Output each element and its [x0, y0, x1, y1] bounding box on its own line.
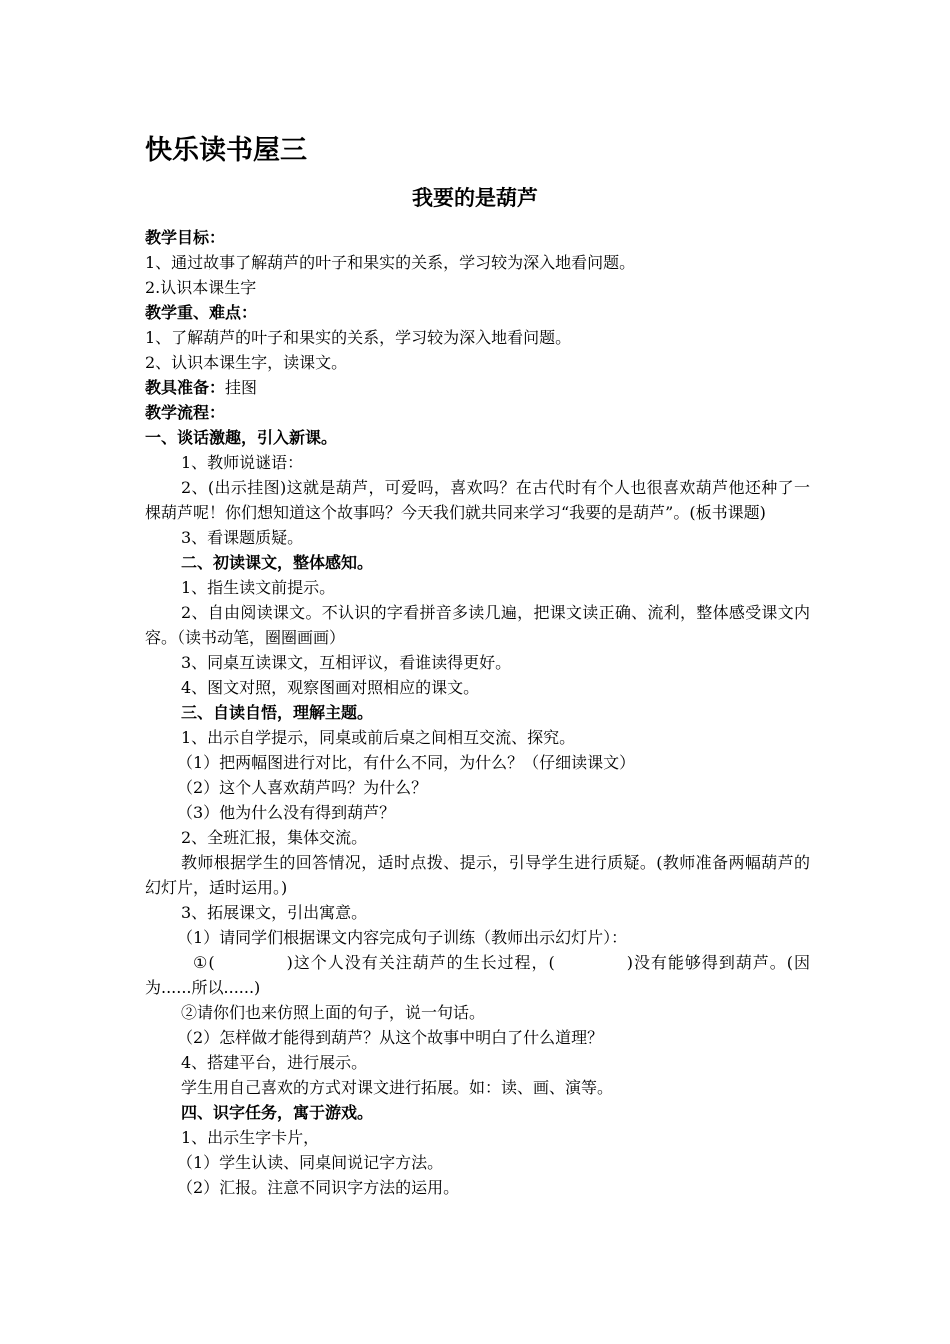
key-points-heading: 教学重、难点：	[145, 303, 258, 322]
list-item: 教师根据学生的回答情况，适时点拨、提示，引导学生进行质疑。(教师准备两幅葫芦的幻灯片，适时运用。)	[145, 853, 810, 897]
process-heading: 教学流程：	[145, 403, 226, 422]
list-item: 3、拓展课文，引出寓意。	[181, 903, 368, 922]
lesson-title: 我要的是葫芦	[412, 186, 538, 210]
objective-item: 2.认识本课生字	[145, 278, 257, 297]
list-item: （3）他为什么没有得到葫芦？	[177, 803, 396, 822]
fill-in-sentence	[145, 950, 810, 1000]
list-item: （1）请同学们根据课文内容完成句子训练（教师出示幻灯片）：	[177, 928, 628, 947]
list-item: 3、看课题质疑。	[181, 528, 304, 547]
list-item: 1、指生读文前提示。	[181, 578, 336, 597]
section-heading: 三、自读自悟，理解主题。	[181, 703, 374, 722]
section-heading: 四、识字任务，寓于游戏。	[181, 1103, 374, 1122]
materials-value: 挂图	[225, 378, 258, 397]
fill-sentence-part: )这个人没有关注葫芦的生长过程，(	[286, 953, 555, 972]
section-heading: 二、初读课文，整体感知。	[181, 553, 374, 572]
list-item: 2、全班汇报，集体交流。	[181, 828, 368, 847]
list-item: （2）这个人喜欢葫芦吗？为什么？	[177, 778, 428, 797]
objectives-heading: 教学目标：	[145, 228, 226, 247]
section-heading: 一、谈话激趣，引入新课。	[145, 428, 338, 447]
list-item: 1、教师说谜语：	[181, 453, 304, 472]
list-item: 4、图文对照，观察图画对照相应的课文。	[181, 678, 480, 697]
list-item: （2）怎样做才能得到葫芦？从这个故事中明白了什么道理？	[177, 1028, 604, 1047]
key-point-item: 2、认识本课生字，读课文。	[145, 353, 348, 372]
list-item: 2、自由阅读课文。不认识的字看拼音多读几遍，把课文读正确、流利，整体感受课文内容。（读书动笔，圈圈画画）	[145, 603, 810, 647]
list-item: 学生用自己喜欢的方式对课文进行拓展。如：读、画、演等。	[181, 1078, 614, 1097]
list-item: （2）汇报。注意不同识字方法的运用。	[177, 1178, 460, 1197]
fill-sentence-part: )没有能够得到葫芦。(因为......所以......)	[145, 953, 810, 997]
list-item: 2、(出示挂图)这就是葫芦，可爱吗，喜欢吗？在古代时有个人也很喜欢葫芦他还种了一棵葫芦呢！你们想知道这个故事吗？今天我们就共同来学习“我要的是葫芦”。(板书课题)	[145, 478, 810, 522]
materials-label: 教具准备：	[145, 378, 226, 397]
document-body	[145, 225, 810, 1200]
list-item: ②请你们也来仿照上面的句子，说一句话。	[181, 1003, 486, 1022]
objective-item: 1、通过故事了解葫芦的叶子和果实的关系，学习较为深入地看问题。	[145, 253, 636, 272]
list-item: 1、出示自学提示，同桌或前后桌之间相互交流、探究。	[181, 728, 576, 747]
key-point-item: 1、了解葫芦的叶子和果实的关系，学习较为深入地看问题。	[145, 328, 572, 347]
list-item: 3、同桌互读课文，互相评议，看谁读得更好。	[181, 653, 512, 672]
list-item: 1、出示生字卡片，	[181, 1128, 320, 1147]
list-item: （1）学生认读、同桌间说记字方法。	[177, 1153, 444, 1172]
list-item: 4、搭建平台，进行展示。	[181, 1053, 368, 1072]
materials-line	[145, 375, 810, 400]
fill-sentence-part: ①(	[193, 953, 215, 972]
document-title: 快乐读书屋三	[145, 135, 307, 166]
list-item: （1）把两幅图进行对比，有什么不同，为什么？（仔细读课文）	[177, 753, 636, 772]
